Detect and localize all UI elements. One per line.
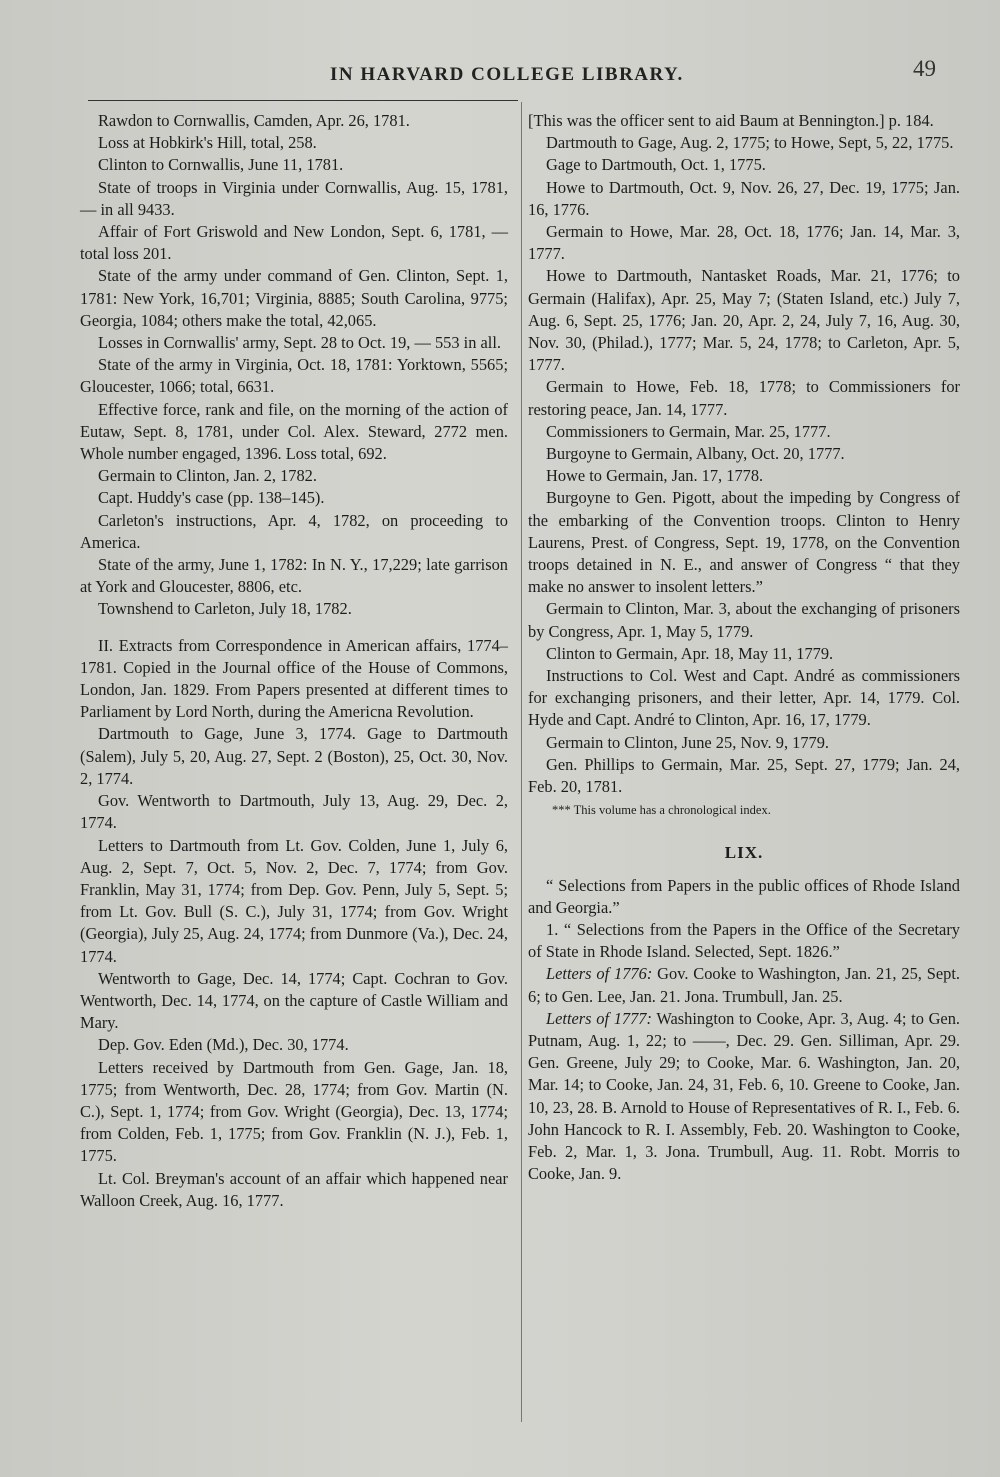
right-para: Gen. Phillips to Germain, Mar. 25, Sept. 27, 1779; Jan. 24, Feb. 20, 1781.: [528, 754, 960, 797]
section-para: “ Selections from Papers in the public offices of Rhode Island and Georgia.”: [528, 875, 960, 917]
left-para: Letters received by Dartmouth from Gen. Gage, Jan. 18, 1775; from Wentworth, Dec. 28, 1774; from Gov. Martin (N. C.), Sept. 1, 1774; from Gov. Wright (Georgia), Dec. 13, 1774; from Colden, Feb. 1, 1775; from Gov. Franklin (N. J.), Feb. 1, 1775.: [80, 1057, 508, 1166]
right-para: Burgoyne to Gen. Pigott, about the impeding by Congress of the embarking of the Convention troops. Clinton to Henry Laurens, Prest. of Congress, Sept. 19, 1778, on the Convention troops detained in N. E., and answer of Congress “ that they make no answer to insolent letters.”: [528, 488, 960, 597]
right-para: Germain to Clinton, June 25, Nov. 9, 1779.: [546, 732, 830, 752]
header-rule: [88, 100, 518, 101]
letters-1777-label: Letters of 1777:: [546, 1008, 652, 1028]
column-divider: [521, 102, 522, 1422]
left-para: Loss at Hobkirk's Hill, total, 258.: [98, 133, 317, 153]
left-column: [80, 110, 508, 1212]
right-para: Germain to Howe, Feb. 18, 1778; to Commissioners for restoring peace, Jan. 14, 1777.: [528, 377, 960, 419]
letters-1776-text: Gov. Cooke to Washington, Jan. 21, 25, Sept. 6; to Gen. Lee, Jan. 21. Jona. Trumbull, Jan. 25.: [528, 964, 960, 1006]
right-para: Gage to Dartmouth, Oct. 1, 1775.: [546, 155, 766, 175]
running-head: [90, 56, 950, 94]
letters-1776-para: [528, 963, 960, 1007]
left-para: Dartmouth to Gage, June 3, 1774. Gage to Dartmouth (Salem), July 5, 20, Aug. 27, Sept. 2 (Boston), 25, Oct. 30, Nov. 2, 1774.: [80, 724, 508, 788]
right-para: Howe to Dartmouth, Nantasket Roads, Mar. 21, 1776; to Germain (Halifax), Apr. 25, May 7; (Staten Island, etc.) July 7, Aug. 6, Sept. 25, 1776; Jan. 20, Apr. 2, 24, July 7, 16, Aug. 30, Nov. 30, (Philad.), 1777; Mar. 5, 24, 1778; to Carleton, Apr. 5, 1777.: [528, 266, 960, 375]
right-para: Dartmouth to Gage, Aug. 2, 1775; to Howe, Sept, 5, 22, 1775.: [546, 133, 954, 153]
right-para: Commissioners to Germain, Mar. 25, 1777.: [546, 421, 831, 441]
left-para: Townshend to Carleton, July 18, 1782.: [98, 599, 352, 619]
section-heading: LIX.: [724, 843, 764, 863]
left-para: State of the army under command of Gen. Clinton, Sept. 1, 1781: New York, 16,701; Virginia, 8885; South Carolina, 9775; Georgia, 1084; others make the total, 42,065.: [80, 266, 508, 330]
left-para: Wentworth to Gage, Dec. 14, 1774; Capt. Cochran to Gov. Wentworth, Dec. 14, 1774, on the capture of Castle William and Mary.: [80, 968, 508, 1033]
right-para: Germain to Clinton, Mar. 3, about the exchanging of prisoners by Congress, Apr. 1, May 5, 1779.: [528, 599, 960, 641]
left-para: Gov. Wentworth to Dartmouth, July 13, Aug. 29, Dec. 2, 1774.: [80, 791, 508, 833]
left-para: Dep. Gov. Eden (Md.), Dec. 30, 1774.: [98, 1035, 349, 1055]
letters-1777-para: [528, 1008, 960, 1186]
right-para: [This was the officer sent to aid Baum at Bennington.] p. 184.: [528, 111, 934, 130]
left-para: Capt. Huddy's case (pp. 138–145).: [98, 488, 325, 508]
left-para: Germain to Clinton, Jan. 2, 1782.: [98, 466, 317, 486]
left-para: Clinton to Cornwallis, June 11, 1781.: [98, 155, 344, 175]
right-column: [528, 110, 960, 1185]
left-para: State of the army, June 1, 1782: In N. Y., 17,229; late garrison at York and Gloucester, 8806, etc.: [80, 555, 508, 597]
left-para: Affair of Fort Griswold and New London, Sept. 6, 1781, — total loss 201.: [80, 222, 508, 264]
running-title: IN HARVARD COLLEGE LIBRARY.: [330, 64, 684, 85]
section-ii-heading-para: II. Extracts from Correspondence in American affairs, 1774–1781. Copied in the Journal office of the House of Commons, London, Jan. 1829. From Papers presented at different times to Parliament by Lord North, during the Americna Revolution.: [80, 635, 508, 722]
right-para: Howe to Dartmouth, Oct. 9, Nov. 26, 27, Dec. 19, 1775; Jan. 16, 1776.: [528, 177, 960, 219]
right-para: Burgoyne to Germain, Albany, Oct. 20, 1777.: [546, 444, 845, 464]
right-para: Instructions to Col. West and Capt. André as commissioners for exchanging prisoners, and their letter, Apr. 14, 1779. Col. Hyde and Capt. André to Clinton, Apr. 16, 17, 1779.: [528, 666, 960, 730]
right-para: Germain to Howe, Mar. 28, Oct. 18, 1776; Jan. 14, Mar. 3, 1777.: [528, 222, 960, 264]
right-para: Howe to Germain, Jan. 17, 1778.: [546, 466, 764, 486]
left-para: State of the army in Virginia, Oct. 18, 1781: Yorktown, 5565; Gloucester, 1066; total, 6631.: [80, 355, 508, 397]
left-para: Carleton's instructions, Apr. 4, 1782, on proceeding to America.: [80, 510, 508, 552]
left-para: Rawdon to Cornwallis, Camden, Apr. 26, 1781.: [98, 111, 410, 130]
left-para: Losses in Cornwallis' army, Sept. 28 to Oct. 19, — 553 in all.: [98, 333, 501, 353]
footnote: *** This volume has a chronological index.: [552, 803, 771, 818]
left-para: Effective force, rank and file, on the morning of the action of Eutaw, Sept. 8, 1781, under Col. Alex. Steward, 2772 men. Whole number engaged, 1396. Loss total, 692.: [80, 399, 508, 464]
letters-1777-text: Washington to Cooke, Apr. 3, Aug. 4; to Gen. Putnam, Aug. 1, 22; to ——, Dec. 29. Gen. Silliman, Apr. 29. Gen. Greene, July 29; to Cooke, Mar. 6. Washington, Jan. 20, Mar. 14; to Cooke, Jan. 24, 31, Feb. 6, 10. Greene to Cooke, Jan. 10, 23, 28. B. Arnold to House of Representatives of R. I., Feb. 6. John Hancock to R. I. Assembly, Feb. 20. Washington to Cooke, Feb. 2, Mar. 1, 3. Jona. Trumbull, Aug. 11. Robt. Morris to Cooke, Jan. 9.: [528, 1008, 961, 1184]
page-number: 49: [913, 56, 936, 81]
right-para: Clinton to Germain, Apr. 18, May 11, 1779.: [546, 643, 834, 663]
left-para: Letters to Dartmouth from Lt. Gov. Colden, June 1, July 6, Aug. 2, Sept. 7, Oct. 5, Nov. 2, Dec. 7, 1774; from Gov. Franklin, May 31, 1774; from Dep. Gov. Penn, July 5, Sept. 5; from Lt. Gov. Bull (S. C.), July 31, 1774; from Gov. Wright (Georgia), July 25, Aug. 24, 1774; from Dunmore (Va.), Dec. 24, 1774.: [80, 835, 508, 966]
left-para: State of troops in Virginia under Cornwallis, Aug. 15, 1781, — in all 9433.: [80, 177, 508, 219]
letters-1776-label: Letters of 1776:: [546, 964, 653, 984]
left-para: Lt. Col. Breyman's account of an affair which happened near Walloon Creek, Aug. 16, 1777.: [80, 1168, 508, 1210]
section-para: 1. “ Selections from the Papers in the Office of the Secretary of State in Rhode Island. Selected, Sept. 1826.”: [528, 919, 960, 962]
